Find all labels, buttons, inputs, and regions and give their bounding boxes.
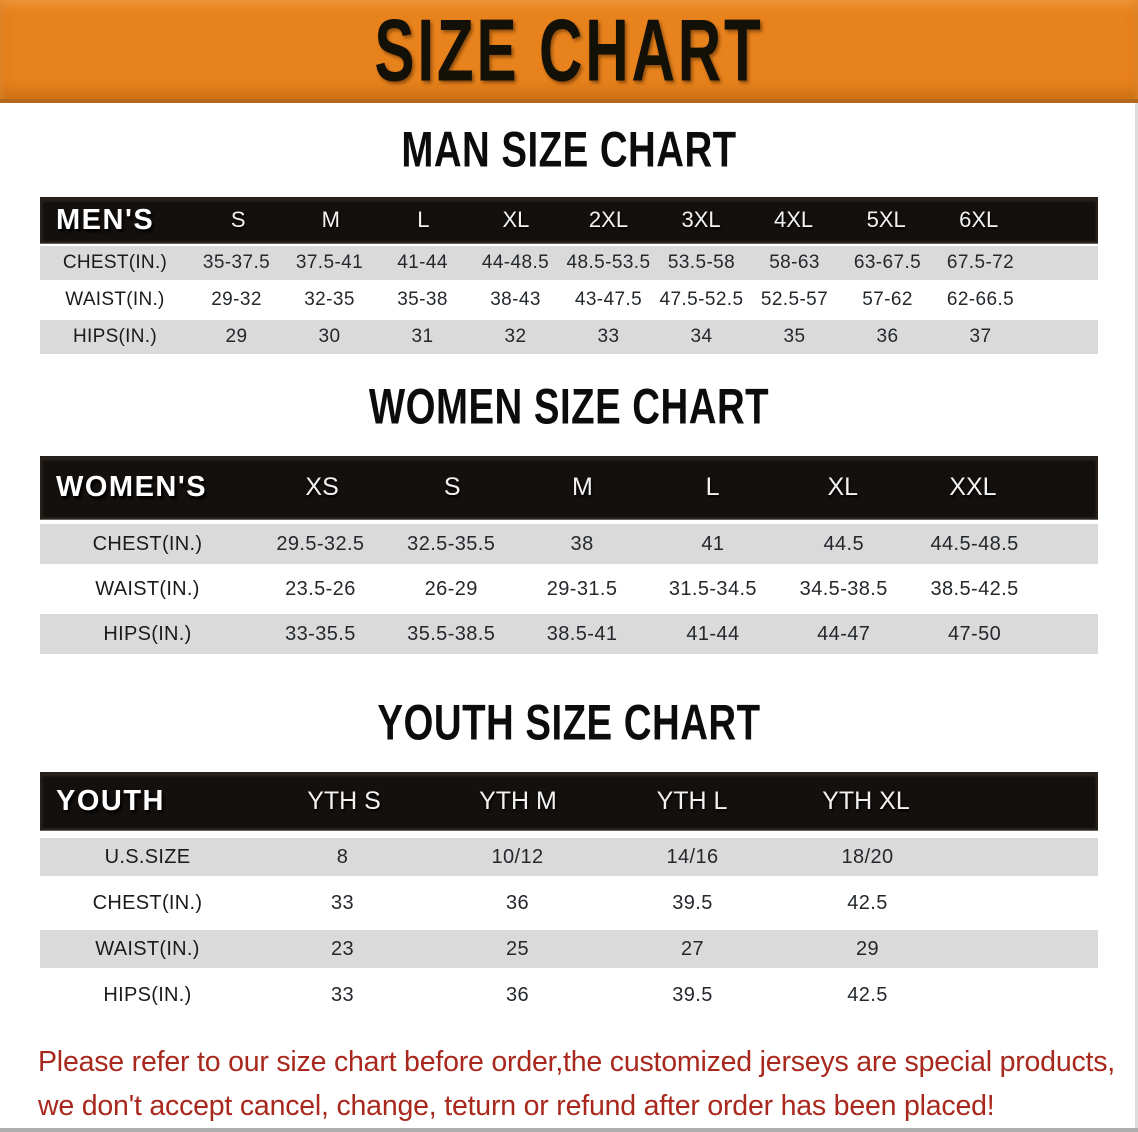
measurement-value: 32.5-35.5 xyxy=(407,532,496,555)
measurement-value: 35-37.5 xyxy=(202,252,271,273)
measurement-value: 33 xyxy=(330,983,355,1006)
size-column-header: YTH XL xyxy=(822,786,910,815)
measurement-value: 35-38 xyxy=(397,289,448,310)
row-label: HIPS(IN.) xyxy=(103,983,192,1006)
women-size-table xyxy=(40,456,1098,654)
measurement-value: 34.5-38.5 xyxy=(799,577,888,600)
measurement-row xyxy=(40,524,1098,564)
measurement-value: 47.5-52.5 xyxy=(659,289,744,310)
measurement-value: 41-44 xyxy=(397,252,448,273)
measurement-value: 29-32 xyxy=(211,289,262,310)
photo-bottom-edge xyxy=(0,1128,1138,1132)
measurement-row xyxy=(40,930,1098,968)
measurement-value: 37 xyxy=(969,326,992,347)
measurement-value: 38.5-41 xyxy=(546,622,618,645)
measurement-value: 33 xyxy=(330,891,355,914)
measurement-row xyxy=(40,838,1098,876)
youth-size-table xyxy=(40,772,1098,1014)
youth-size-section xyxy=(0,695,1138,1014)
measurement-value: 27 xyxy=(680,937,705,960)
measurement-value: 33 xyxy=(597,326,620,347)
row-label: CHEST(IN.) xyxy=(62,252,168,273)
measurement-value: 14/16 xyxy=(666,845,719,868)
measurement-value: 18/20 xyxy=(841,845,894,868)
size-column-header: XXL xyxy=(949,473,997,501)
row-label: CHEST(IN.) xyxy=(92,891,203,914)
measurement-value: 8 xyxy=(336,845,349,868)
measurement-value: 63-67.5 xyxy=(853,252,922,273)
measurement-value: 23.5-26 xyxy=(285,577,356,600)
measurement-value: 52.5-57 xyxy=(760,289,829,310)
measurement-value: 47-50 xyxy=(947,622,1002,645)
size-column-header: XL xyxy=(502,207,530,232)
size-column-header: 4XL xyxy=(774,207,814,232)
size-column-header: L xyxy=(417,207,430,232)
measurement-value: 39.5 xyxy=(672,983,713,1006)
measurement-value: 25 xyxy=(505,937,530,960)
measurement-value: 57-62 xyxy=(862,289,913,310)
measurement-row xyxy=(40,283,1098,317)
measurement-value: 58-63 xyxy=(769,252,820,273)
measurement-value: 10/12 xyxy=(491,845,544,868)
women-size-section xyxy=(0,379,1138,654)
measurement-value: 44-47 xyxy=(817,622,871,645)
measurement-value: 23 xyxy=(330,937,355,960)
measurement-value: 31.5-34.5 xyxy=(668,577,757,600)
disclaimer-line-1: Please refer to our size chart before order,the customized jerseys are special products, xyxy=(38,1046,1116,1078)
measurement-value: 44-48.5 xyxy=(481,252,550,273)
size-column-header: S xyxy=(443,473,461,501)
size-column-header: XS xyxy=(305,473,339,501)
table-header-row xyxy=(40,197,1098,243)
row-label: WAIST(IN.) xyxy=(95,937,200,960)
measurement-value: 35 xyxy=(783,326,806,347)
measurement-value: 44.5 xyxy=(823,532,864,555)
measurement-row xyxy=(40,320,1098,354)
table-header-row xyxy=(40,456,1098,519)
order-disclaimer xyxy=(38,1040,1138,1128)
measurement-row xyxy=(40,976,1098,1014)
men-size-table xyxy=(40,197,1098,354)
measurement-value: 41-44 xyxy=(686,622,740,645)
measurement-value: 29 xyxy=(855,937,880,960)
size-column-header: 6XL xyxy=(959,207,999,232)
measurement-value: 38 xyxy=(570,532,594,555)
measurement-value: 31 xyxy=(411,326,434,347)
measurement-value: 36 xyxy=(505,983,530,1006)
row-label: WAIST(IN.) xyxy=(65,289,165,310)
man-size-heading: MAN SIZE CHART xyxy=(401,122,737,178)
table-title-cell: WOMEN'S xyxy=(56,471,208,503)
size-column-header: M xyxy=(321,207,340,232)
size-column-header: YTH M xyxy=(479,786,557,815)
size-column-header: L xyxy=(705,473,720,501)
measurement-value: 62-66.5 xyxy=(946,289,1015,310)
measurement-row xyxy=(40,246,1098,280)
measurement-value: 29-31.5 xyxy=(546,577,618,600)
measurement-value: 42.5 xyxy=(847,891,888,914)
measurement-value: 67.5-72 xyxy=(946,252,1015,273)
banner-title: SIZE CHART xyxy=(374,0,764,100)
row-label: U.S.SIZE xyxy=(104,845,191,868)
measurement-value: 26-29 xyxy=(424,577,478,600)
table-header-row xyxy=(40,772,1098,830)
measurement-value: 33-35.5 xyxy=(285,622,356,645)
women-size-heading: WOMEN SIZE CHART xyxy=(368,379,770,435)
measurement-row xyxy=(40,569,1098,609)
measurement-row xyxy=(40,614,1098,654)
measurement-value: 39.5 xyxy=(672,891,713,914)
size-column-header: S xyxy=(230,207,246,232)
disclaimer-line-2: we don't accept cancel, change, teturn or refund after order has been placed! xyxy=(38,1090,995,1123)
measurement-value: 42.5 xyxy=(847,983,888,1006)
measurement-value: 48.5-53.5 xyxy=(566,252,651,273)
measurement-value: 35.5-38.5 xyxy=(407,622,496,645)
size-column-header: YTH S xyxy=(307,786,381,815)
measurement-value: 53.5-58 xyxy=(667,252,736,273)
measurement-value: 29.5-32.5 xyxy=(276,532,365,555)
measurement-value: 41 xyxy=(701,532,725,555)
measurement-value: 37.5-41 xyxy=(295,252,364,273)
measurement-row xyxy=(40,884,1098,922)
youth-size-heading: YOUTH SIZE CHART xyxy=(377,695,761,751)
measurement-value: 43-47.5 xyxy=(574,289,643,310)
table-title-cell: YOUTH xyxy=(56,784,165,817)
measurement-value: 38.5-42.5 xyxy=(930,577,1019,600)
size-column-header: YTH L xyxy=(656,786,728,815)
row-label: HIPS(IN.) xyxy=(73,326,157,347)
measurement-value: 34 xyxy=(690,326,713,347)
size-chart-banner xyxy=(0,0,1138,103)
size-column-header: XL xyxy=(827,473,859,501)
measurement-value: 36 xyxy=(876,326,899,347)
row-label: CHEST(IN.) xyxy=(92,532,203,555)
measurement-value: 44.5-48.5 xyxy=(930,532,1019,555)
measurement-value: 32-35 xyxy=(304,289,355,310)
measurement-value: 30 xyxy=(318,326,341,347)
row-label: WAIST(IN.) xyxy=(95,577,200,600)
size-column-header: 3XL xyxy=(681,207,721,232)
table-title-cell: MEN'S xyxy=(56,203,155,236)
row-label: HIPS(IN.) xyxy=(103,622,192,645)
measurement-value: 32 xyxy=(504,326,527,347)
measurement-value: 29 xyxy=(225,326,248,347)
size-column-header: M xyxy=(572,473,593,501)
measurement-value: 38-43 xyxy=(490,289,541,310)
size-column-header: 5XL xyxy=(866,207,906,232)
measurement-value: 36 xyxy=(505,891,530,914)
man-size-section xyxy=(0,122,1138,354)
size-column-header: 2XL xyxy=(588,207,629,232)
